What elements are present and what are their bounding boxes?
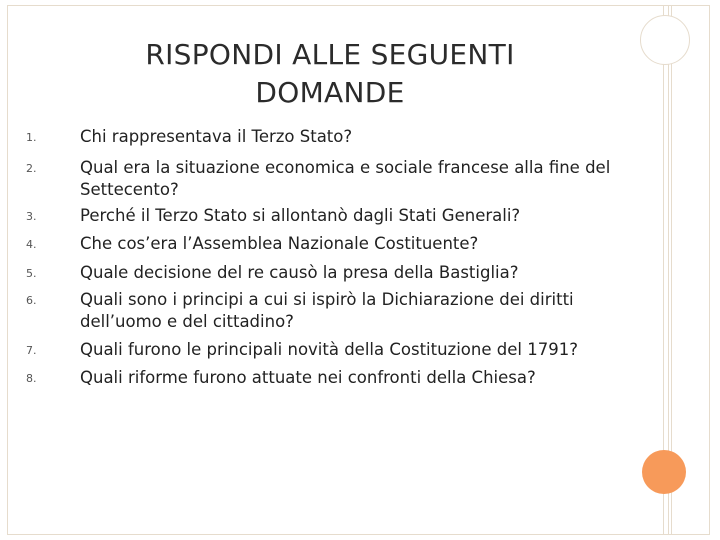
title-line-2: DOMANDE (255, 76, 405, 109)
question-text: Che cos’era l’Assemblea Nazionale Costituente? (80, 234, 479, 253)
question-text: Quale decisione del re causò la presa della Bastiglia? (80, 263, 519, 282)
question-text: Chi rappresentava il Terzo Stato? (80, 127, 353, 146)
question-text: Quali furono le principali novità della Costituzione del 1791? (80, 340, 578, 359)
title-line-1: RISPONDI ALLE SEGUENTI (145, 38, 515, 71)
slide-title (60, 36, 600, 112)
question-number: 4. (26, 238, 37, 251)
question-number: 1. (26, 131, 37, 144)
question-number: 3. (26, 210, 37, 223)
decorative-circle-top (640, 15, 690, 65)
question-number: 7. (26, 344, 37, 357)
question-number: 5. (26, 267, 37, 280)
question-text: Quali sono i principi a cui si ispirò la Dichiarazione dei diritti dell’uomo e del cittadino? (80, 290, 574, 331)
question-number: 2. (26, 162, 37, 175)
question-number: 6. (26, 294, 37, 307)
decorative-circle-accent (642, 450, 686, 494)
question-text: Perché il Terzo Stato si allontanò dagli Stati Generali? (80, 206, 521, 225)
question-number: 8. (26, 372, 37, 385)
question-text: Qual era la situazione economica e sociale francese alla fine del Settecento? (80, 158, 611, 199)
question-text: Quali riforme furono attuate nei confronti della Chiesa? (80, 368, 536, 387)
